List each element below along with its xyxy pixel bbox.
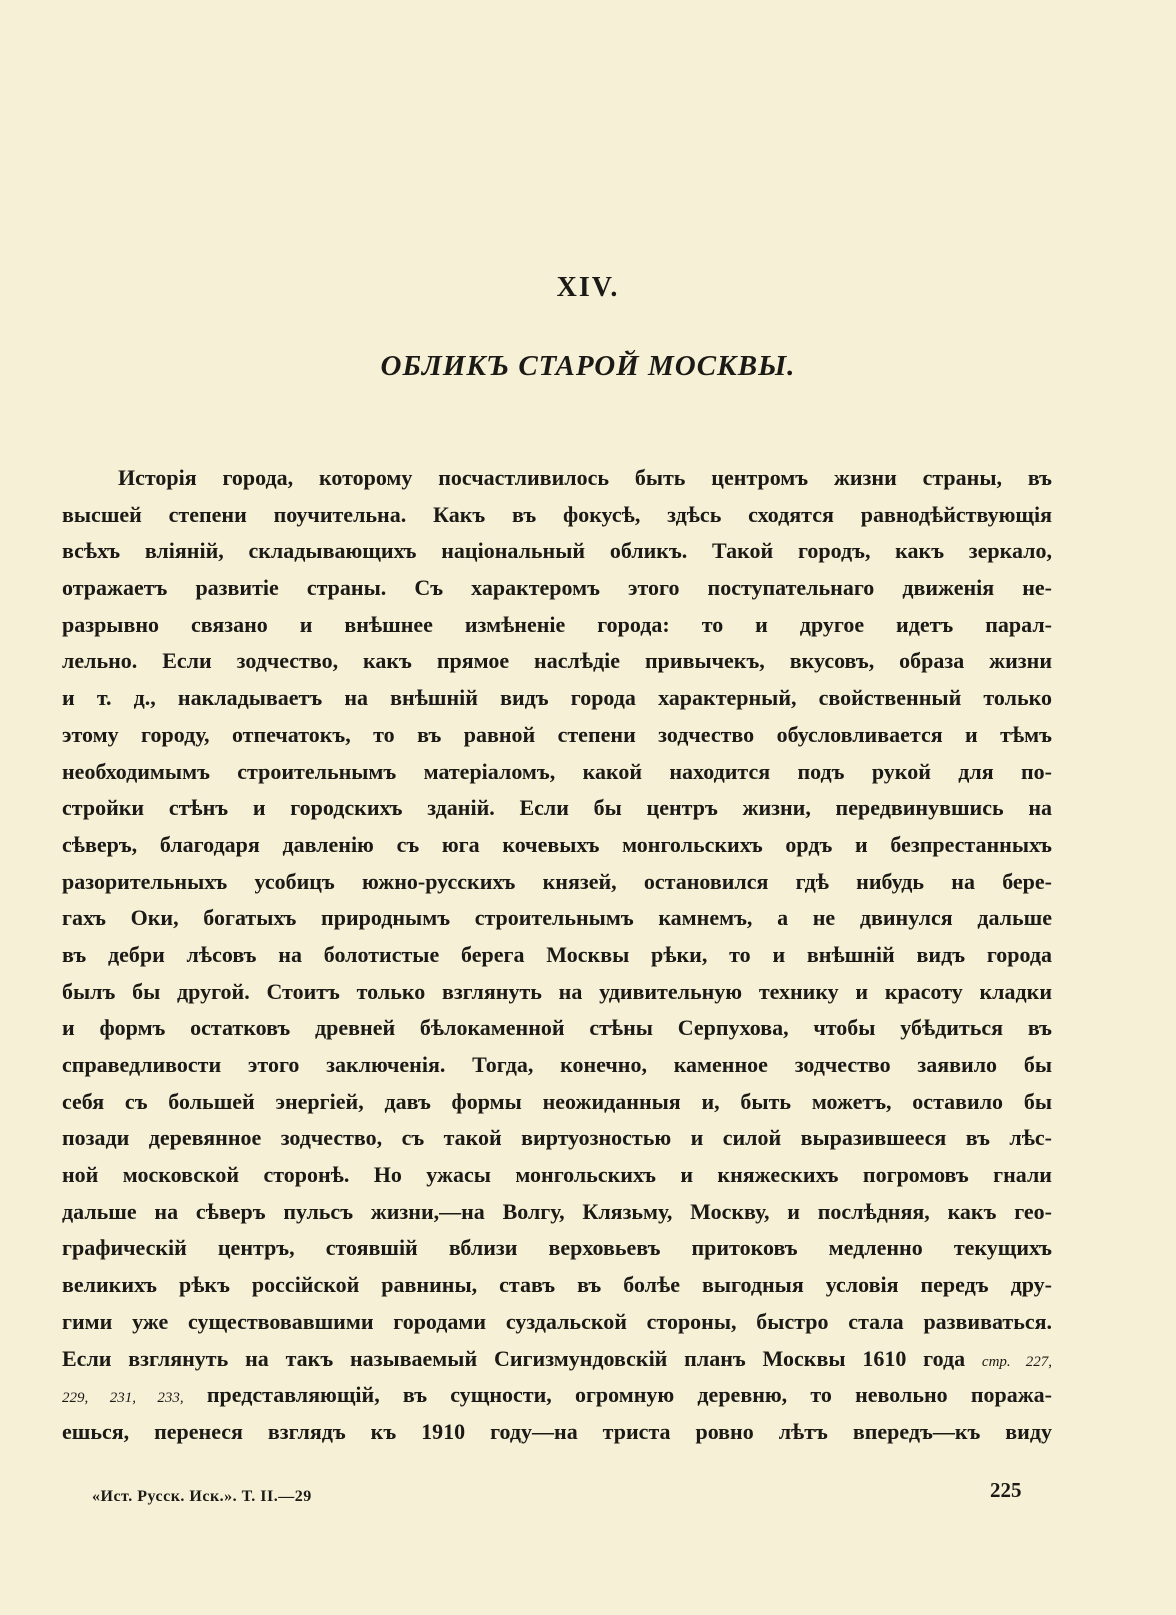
text-line: ной московской сторонѣ. Но ужасы монгольскихъ и княжескихъ погромовъ гнали (62, 1162, 1052, 1188)
text-line: великихъ рѣкъ россійской равнины, ставъ въ болѣе выгодныя условія передъ дру- (62, 1272, 1052, 1298)
text-line: гахъ Оки, богатыхъ природнымъ строительнымъ камнемъ, а не двинулся дальше (62, 905, 1052, 931)
text-line: былъ бы другой. Стоитъ только взглянуть на удивительную технику и красоту кладки (62, 978, 1052, 1004)
text-line: и т. д., накладываетъ на внѣшній видъ города характерный, свойственный только (62, 685, 1052, 711)
chapter-number: XIV. (556, 272, 620, 303)
text-line: въ дебри лѣсовъ на болотистые берега Москвы рѣки, то и внѣшній видъ города (62, 941, 1052, 967)
text-line: этому городу, отпечатокъ, то въ равной степени зодчество обусловливается и тѣмъ (62, 721, 1052, 747)
text-line: гими уже существовавшими городами суздальской стороны, быстро стала развиваться. (62, 1308, 1052, 1334)
text-line: отражаетъ развитіе страны. Съ характеромъ этого поступательнаго движенія не- (62, 575, 1052, 601)
page-number: 225 (990, 1478, 1022, 1502)
text-line: справедливости этого заключенія. Тогда, конечно, каменное зодчество заявило бы (62, 1052, 1052, 1077)
text-line: необходимымъ строительнымъ матеріаломъ, какой находится подъ рукой для по- (62, 758, 1052, 784)
text-line: стройки стѣнъ и городскихъ зданій. Если бы центръ жизни, передвинувшись на (62, 795, 1052, 821)
text-line: дальше на сѣверъ пульсъ жизни,—на Волгу, Клязьму, Москву, и послѣдняя, какъ гео- (62, 1198, 1052, 1224)
page-reference: 229, 231, 233, (62, 1390, 184, 1407)
text-line-part: представляющій, въ сущности, огромную деревню, то невольно поража- (206, 1382, 1052, 1408)
chapter-title: ОБЛИКЪ СТАРОЙ МОСКВЫ. (380, 350, 796, 382)
text-line: разорительныхъ усобицъ южно-русскихъ князей, остановился гдѣ нибудь на бере- (62, 868, 1052, 894)
printer-signature: «Ист. Русск. Иск.». Т. II.—29 (92, 1488, 312, 1505)
text-line: Исторія города, которому посчастливилось быть центромъ жизни страны, въ (118, 465, 1052, 490)
text-line: всѣхъ вліяній, складывающихъ національный обликъ. Такой городъ, какъ зеркало, (62, 538, 1052, 564)
text-line: себя съ большей энергіей, давъ формы неожиданныя и, быть можетъ, оставило бы (62, 1088, 1052, 1114)
text-line: лельно. Если зодчество, какъ прямое наслѣдіе привычекъ, вкусовъ, образа жизни (62, 648, 1052, 674)
text-line: графическій центръ, стоявшій вблизи верховьевъ притоковъ медленно текущихъ (62, 1235, 1052, 1261)
text-line-part: Если взглянуть на такъ называемый Сигизмундовскій планъ Москвы 1610 года (62, 1345, 966, 1371)
text-line: сѣверъ, благодаря давленію съ юга кочевыхъ монгольскихъ ордъ и безпрестанныхъ (62, 831, 1052, 857)
text-line: высшей степени поучительна. Какъ въ фокусѣ, здѣсь сходятся равнодѣйствующія (62, 501, 1052, 527)
text-line: и формъ остатковъ древней бѣлокаменной стѣны Серпухова, чтобы убѣдиться въ (62, 1015, 1052, 1041)
page-reference: стр. 227, (981, 1353, 1052, 1370)
body-text (62, 460, 1052, 1451)
text-line: разрывно связано и внѣшнее измѣненіе города: то и другое идетъ парал- (62, 611, 1052, 637)
text-line: позади деревянное зодчество, съ такой виртуозностью и силой выразившееся въ лѣс- (62, 1125, 1052, 1151)
text-line-with-ref (62, 1341, 1052, 1378)
text-line: ешься, перенеся взглядъ къ 1910 году—на триста ровно лѣтъ впередъ—къ виду (62, 1418, 1052, 1444)
text-line-with-ref (62, 1377, 1052, 1414)
